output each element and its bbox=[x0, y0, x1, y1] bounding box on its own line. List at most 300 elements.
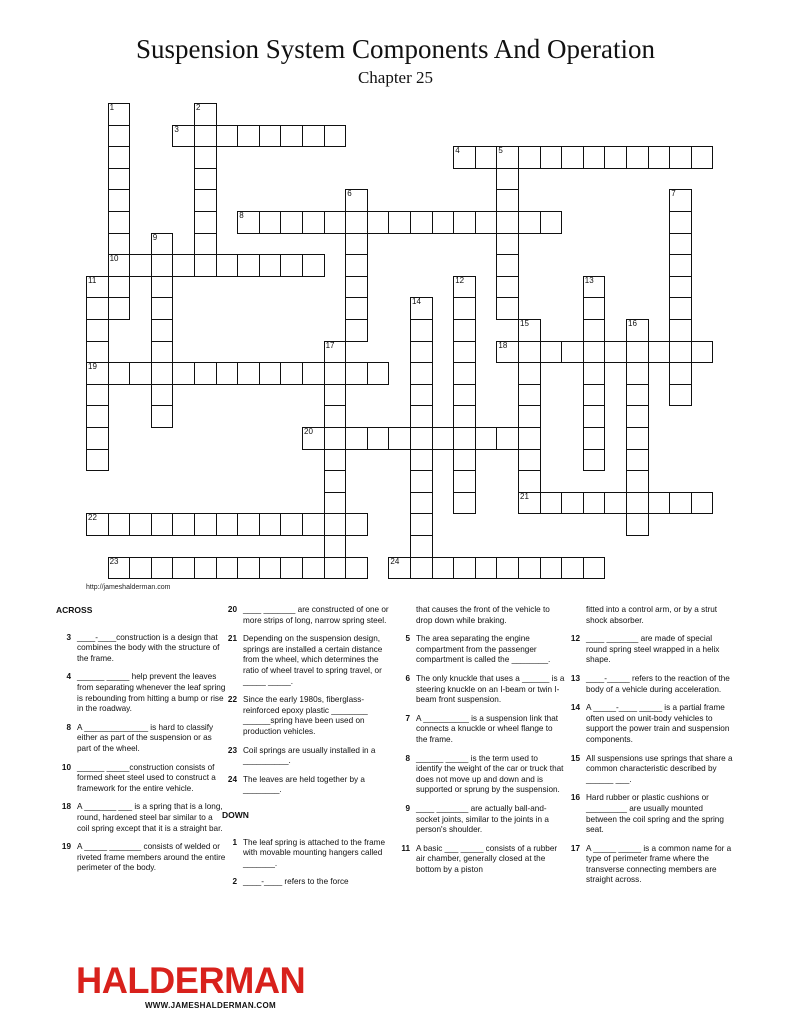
grid-cell[interactable] bbox=[561, 341, 584, 364]
clue-item bbox=[222, 605, 392, 626]
grid-cell[interactable] bbox=[129, 254, 152, 277]
clue-item-number: 12 bbox=[570, 634, 580, 644]
grid-cell[interactable] bbox=[583, 362, 606, 385]
grid-cell[interactable] bbox=[302, 557, 325, 580]
grid-cell[interactable] bbox=[518, 362, 541, 385]
grid-cell[interactable] bbox=[259, 557, 282, 580]
grid-cell[interactable] bbox=[216, 254, 239, 277]
grid-cell[interactable] bbox=[669, 384, 692, 407]
clue-number: 20 bbox=[304, 427, 313, 436]
grid-cell[interactable] bbox=[496, 254, 519, 277]
grid-cell[interactable] bbox=[583, 557, 606, 580]
clue-item-number: 3 bbox=[66, 632, 71, 642]
grid-cell[interactable] bbox=[324, 405, 347, 428]
grid-cell[interactable] bbox=[540, 341, 563, 364]
grid-cell[interactable] bbox=[194, 168, 217, 191]
grid-cell[interactable] bbox=[496, 233, 519, 256]
clue-number: 23 bbox=[109, 556, 119, 566]
clue-item-text: A basic ___ _____ consists of a rubber air chamber, generally closed at the bottom by a piston bbox=[416, 843, 558, 874]
grid-cell[interactable] bbox=[583, 492, 606, 515]
grid-cell[interactable] bbox=[86, 513, 109, 536]
grid-cell[interactable] bbox=[129, 513, 152, 536]
grid-cell[interactable] bbox=[410, 557, 433, 580]
grid-cell[interactable] bbox=[108, 233, 131, 256]
clue-item bbox=[56, 633, 226, 665]
down-clue-list-continued bbox=[395, 605, 565, 875]
clue-column-2 bbox=[222, 605, 392, 896]
page-title: Suspension System Components And Operation bbox=[136, 34, 655, 64]
grid-cell[interactable] bbox=[583, 341, 606, 364]
grid-cell[interactable] bbox=[518, 384, 541, 407]
grid-cell[interactable] bbox=[172, 125, 195, 148]
grid-cell[interactable] bbox=[410, 513, 433, 536]
grid-cell[interactable] bbox=[280, 125, 303, 148]
halderman-logo bbox=[76, 960, 306, 1010]
grid-cell[interactable] bbox=[475, 211, 498, 234]
clue-item-text: A _____-____ _____ is a partial frame often used on unit-body vehicles to support the power train and suspension components. bbox=[586, 703, 730, 744]
grid-cell[interactable] bbox=[108, 189, 131, 212]
grid-cell[interactable] bbox=[410, 319, 433, 342]
grid-cell[interactable] bbox=[669, 254, 692, 277]
grid-cell[interactable] bbox=[151, 319, 174, 342]
grid-cell[interactable] bbox=[151, 341, 174, 364]
clue-number: 10 bbox=[109, 254, 119, 264]
grid-cell[interactable] bbox=[540, 211, 563, 234]
clue-number: 24 bbox=[390, 556, 400, 566]
grid-cell[interactable] bbox=[237, 211, 260, 234]
grid-cell[interactable] bbox=[367, 211, 390, 234]
grid-cell[interactable] bbox=[453, 297, 476, 320]
grid-cell[interactable] bbox=[259, 254, 282, 277]
grid-cell[interactable] bbox=[216, 513, 239, 536]
clue-column-3 bbox=[395, 605, 565, 883]
grid-cell[interactable] bbox=[540, 557, 563, 580]
grid-cell[interactable] bbox=[151, 384, 174, 407]
grid-cell[interactable] bbox=[496, 276, 519, 299]
clue-item bbox=[565, 793, 735, 835]
grid-cell[interactable] bbox=[108, 211, 131, 234]
clue-item bbox=[56, 842, 226, 874]
grid-cell[interactable] bbox=[410, 405, 433, 428]
grid-cell[interactable] bbox=[475, 427, 498, 450]
clue-item bbox=[222, 695, 392, 737]
logo-brand: HALDERMAN bbox=[76, 960, 306, 1001]
grid-cell[interactable] bbox=[691, 341, 714, 364]
grid-cell[interactable] bbox=[496, 146, 519, 169]
grid-cell[interactable] bbox=[669, 492, 692, 515]
grid-cell[interactable] bbox=[518, 319, 541, 342]
grid-cell[interactable] bbox=[410, 492, 433, 515]
grid-cell[interactable] bbox=[626, 513, 649, 536]
clue-item-number: 2 bbox=[232, 877, 237, 887]
clue-item-text: The only knuckle that uses a ______ is a steering knuckle on an I-beam or twin I-beam front suspension. bbox=[416, 673, 565, 705]
clue-item-number: 7 bbox=[405, 713, 410, 723]
clue-item-number: 6 bbox=[405, 673, 410, 683]
clue-item bbox=[56, 672, 226, 714]
grid-cell[interactable] bbox=[626, 470, 649, 493]
grid-cell[interactable] bbox=[648, 146, 671, 169]
grid-cell[interactable] bbox=[518, 427, 541, 450]
grid-cell[interactable] bbox=[259, 513, 282, 536]
grid-cell[interactable] bbox=[518, 449, 541, 472]
grid-cell[interactable] bbox=[626, 492, 649, 515]
grid-cell[interactable] bbox=[324, 535, 347, 558]
grid-cell[interactable] bbox=[453, 405, 476, 428]
grid-cell[interactable] bbox=[151, 362, 174, 385]
grid-cell[interactable] bbox=[194, 362, 217, 385]
clue-item-number: 11 bbox=[401, 843, 410, 853]
page-subtitle: Chapter 25 bbox=[357, 68, 434, 87]
grid-cell[interactable] bbox=[583, 319, 606, 342]
grid-cell[interactable] bbox=[194, 513, 217, 536]
grid-cell[interactable] bbox=[388, 557, 411, 580]
grid-cell[interactable] bbox=[669, 233, 692, 256]
clue-item-number: 15 bbox=[570, 753, 580, 763]
grid-cell[interactable] bbox=[324, 513, 347, 536]
grid-cell[interactable] bbox=[172, 557, 195, 580]
grid-cell[interactable] bbox=[151, 297, 174, 320]
grid-cell[interactable] bbox=[410, 449, 433, 472]
grid-cell[interactable] bbox=[410, 211, 433, 234]
grid-cell[interactable] bbox=[280, 362, 303, 385]
grid-cell[interactable] bbox=[367, 427, 390, 450]
grid-cell[interactable] bbox=[151, 557, 174, 580]
clue-number: 16 bbox=[628, 319, 637, 328]
clue-item-number bbox=[565, 605, 586, 626]
clue-item bbox=[565, 844, 735, 886]
grid-cell[interactable] bbox=[194, 233, 217, 256]
grid-cell[interactable] bbox=[108, 557, 131, 580]
clue-item-text: ____ _______ are constructed of one or more strips of long, narrow spring steel. bbox=[243, 605, 389, 625]
grid-cell[interactable] bbox=[302, 513, 325, 536]
clue-number: 18 bbox=[498, 340, 508, 350]
grid-cell[interactable] bbox=[324, 470, 347, 493]
grid-cell[interactable] bbox=[583, 405, 606, 428]
clue-number: 8 bbox=[239, 211, 244, 220]
grid-cell[interactable] bbox=[583, 427, 606, 450]
grid-cell[interactable] bbox=[151, 513, 174, 536]
grid-cell[interactable] bbox=[345, 362, 368, 385]
clue-item-number: 21 bbox=[227, 634, 237, 644]
grid-cell[interactable] bbox=[194, 125, 217, 148]
grid-cell[interactable] bbox=[86, 449, 109, 472]
logo-url: WWW.JAMESHALDERMAN.COM bbox=[144, 1001, 276, 1010]
clue-item-text: A _______ ___ is a spring that is a long, round, hardened steel bar similar to a coil spring except that it is a straight bar. bbox=[77, 802, 223, 833]
grid-cell[interactable] bbox=[324, 362, 347, 385]
grid-cell[interactable] bbox=[345, 276, 368, 299]
grid-cell[interactable] bbox=[172, 362, 195, 385]
clue-item-number: 16 bbox=[570, 793, 580, 803]
grid-cell[interactable] bbox=[324, 125, 347, 148]
grid-cell[interactable] bbox=[280, 211, 303, 234]
grid-cell[interactable] bbox=[453, 384, 476, 407]
grid-cell[interactable] bbox=[518, 470, 541, 493]
grid-cell[interactable] bbox=[324, 211, 347, 234]
clue-item bbox=[565, 634, 735, 666]
grid-cell[interactable] bbox=[518, 405, 541, 428]
grid-cell[interactable] bbox=[237, 557, 260, 580]
grid-cell[interactable] bbox=[583, 276, 606, 299]
grid-cell[interactable] bbox=[129, 557, 152, 580]
clue-number: 2 bbox=[196, 103, 201, 112]
across-clue-list-continued bbox=[222, 605, 392, 796]
clue-item-number: 20 bbox=[227, 605, 237, 614]
clue-item-text: ____ _______ are made of special round spring steel wrapped in a helix shape. bbox=[586, 634, 720, 665]
clue-number: 12 bbox=[455, 275, 465, 285]
grid-cell[interactable] bbox=[151, 254, 174, 277]
clue-number: 6 bbox=[347, 189, 352, 199]
grid-cell[interactable] bbox=[518, 341, 541, 364]
grid-cell[interactable] bbox=[86, 405, 109, 428]
grid-cell[interactable] bbox=[86, 341, 109, 364]
grid-cell[interactable] bbox=[345, 211, 368, 234]
grid-cell[interactable] bbox=[302, 254, 325, 277]
grid-cell[interactable] bbox=[453, 470, 476, 493]
grid-cell[interactable] bbox=[108, 362, 131, 385]
grid-cell[interactable] bbox=[583, 146, 606, 169]
grid-cell[interactable] bbox=[518, 557, 541, 580]
grid-cell[interactable] bbox=[345, 254, 368, 277]
grid-cell[interactable] bbox=[626, 427, 649, 450]
grid-cell[interactable] bbox=[410, 297, 433, 320]
grid-cell[interactable] bbox=[129, 362, 152, 385]
clue-item-text: that causes the front of the vehicle to drop down while braking. bbox=[416, 605, 550, 625]
grid-cell[interactable] bbox=[86, 319, 109, 342]
grid-cell[interactable] bbox=[151, 405, 174, 428]
grid-cell[interactable] bbox=[604, 146, 627, 169]
clue-item-number bbox=[395, 605, 416, 626]
grid-cell[interactable] bbox=[626, 449, 649, 472]
grid-cell[interactable] bbox=[86, 427, 109, 450]
grid-cell[interactable] bbox=[453, 449, 476, 472]
clue-item bbox=[56, 723, 226, 755]
grid-cell[interactable] bbox=[410, 535, 433, 558]
grid-cell[interactable] bbox=[259, 125, 282, 148]
grid-cell[interactable] bbox=[324, 449, 347, 472]
clue-item bbox=[565, 674, 735, 695]
grid-cell[interactable] bbox=[669, 211, 692, 234]
grid-cell[interactable] bbox=[302, 362, 325, 385]
grid-cell[interactable] bbox=[496, 427, 519, 450]
grid-cell[interactable] bbox=[583, 449, 606, 472]
grid-cell[interactable] bbox=[388, 427, 411, 450]
grid-cell[interactable] bbox=[86, 276, 109, 299]
clue-number: 22 bbox=[88, 513, 97, 523]
clue-item-number: 8 bbox=[405, 753, 410, 763]
grid-cell[interactable] bbox=[561, 146, 584, 169]
grid-cell[interactable] bbox=[475, 146, 498, 169]
grid-cell[interactable] bbox=[583, 384, 606, 407]
grid-cell[interactable] bbox=[367, 362, 390, 385]
grid-cell[interactable] bbox=[345, 319, 368, 342]
grid-cell[interactable] bbox=[669, 146, 692, 169]
grid-cell[interactable] bbox=[410, 427, 433, 450]
grid-cell[interactable] bbox=[302, 211, 325, 234]
grid-cell[interactable] bbox=[86, 384, 109, 407]
grid-cell[interactable] bbox=[108, 168, 131, 191]
down-clue-list-end bbox=[565, 605, 735, 886]
grid-cell[interactable] bbox=[626, 319, 649, 342]
clue-item-text: The area separating the engine compartment from the passenger compartment is called the ________. bbox=[416, 634, 551, 665]
grid-cell[interactable] bbox=[518, 211, 541, 234]
grid-cell[interactable] bbox=[669, 362, 692, 385]
clue-item-text: ____ _______ are actually ball-and-socket joints, similar to the joints in a person's shoulder. bbox=[416, 803, 549, 835]
grid-cell[interactable] bbox=[626, 341, 649, 364]
grid-cell[interactable] bbox=[496, 211, 519, 234]
grid-cell[interactable] bbox=[410, 470, 433, 493]
grid-cell[interactable] bbox=[453, 276, 476, 299]
grid-cell[interactable] bbox=[453, 341, 476, 364]
grid-cell[interactable] bbox=[432, 427, 455, 450]
grid-cell[interactable] bbox=[540, 146, 563, 169]
clue-number: 11 bbox=[88, 275, 97, 285]
clue-number: 19 bbox=[88, 362, 97, 372]
grid-cell[interactable] bbox=[669, 319, 692, 342]
grid-cell[interactable] bbox=[237, 254, 260, 277]
clue-item-number: 18 bbox=[61, 802, 71, 812]
clue-item bbox=[222, 838, 392, 870]
grid-cell[interactable] bbox=[194, 103, 217, 126]
clue-item-text: Depending on the suspension design, springs are installed a certain distance from the wheel, which determines the ratio of wheel travel to spring travel, or _____ _____. bbox=[243, 634, 383, 686]
grid-cell[interactable] bbox=[496, 168, 519, 191]
grid-cell[interactable] bbox=[626, 146, 649, 169]
grid-cell[interactable] bbox=[691, 146, 714, 169]
grid-cell[interactable] bbox=[108, 297, 131, 320]
clue-item-number: 17 bbox=[570, 843, 580, 853]
grid-cell[interactable] bbox=[648, 492, 671, 515]
grid-cell[interactable] bbox=[151, 276, 174, 299]
grid-cell[interactable] bbox=[496, 557, 519, 580]
grid-cell[interactable] bbox=[324, 557, 347, 580]
clue-item-text: A ______________ is hard to classify either as part of the suspension or as part of the wheel. bbox=[77, 722, 214, 753]
grid-cell[interactable] bbox=[108, 125, 131, 148]
grid-cell[interactable] bbox=[453, 557, 476, 580]
grid-cell[interactable] bbox=[86, 362, 109, 385]
grid-cell[interactable] bbox=[561, 557, 584, 580]
grid-cell[interactable] bbox=[453, 362, 476, 385]
grid-cell[interactable] bbox=[108, 254, 131, 277]
grid-cell[interactable] bbox=[280, 557, 303, 580]
grid-cell[interactable] bbox=[86, 297, 109, 320]
grid-cell[interactable] bbox=[345, 513, 368, 536]
clue-number: 21 bbox=[520, 491, 529, 501]
grid-cell[interactable] bbox=[216, 557, 239, 580]
grid-cell[interactable] bbox=[453, 146, 476, 169]
clue-item-text: A __________ is a suspension link that connects a knuckle or wheel flange to the frame. bbox=[416, 713, 559, 744]
clue-item-text: Hard rubber or plastic cushions or _________ are usually mounted between the coil spring and the spring seat. bbox=[586, 793, 724, 835]
grid-cell[interactable] bbox=[453, 319, 476, 342]
grid-cell[interactable] bbox=[345, 297, 368, 320]
grid-cell[interactable] bbox=[345, 189, 368, 212]
clue-item-number: 14 bbox=[570, 703, 580, 713]
grid-cell[interactable] bbox=[432, 211, 455, 234]
grid-cell[interactable] bbox=[669, 189, 692, 212]
grid-cell[interactable] bbox=[194, 557, 217, 580]
grid-cell[interactable] bbox=[453, 211, 476, 234]
grid-cell[interactable] bbox=[626, 384, 649, 407]
grid-cell[interactable] bbox=[324, 341, 347, 364]
clue-number: 14 bbox=[412, 297, 421, 307]
grid-cell[interactable] bbox=[194, 146, 217, 169]
grid-cell[interactable] bbox=[237, 362, 260, 385]
grid-cell[interactable] bbox=[604, 492, 627, 515]
grid-cell[interactable] bbox=[518, 492, 541, 515]
grid-cell[interactable] bbox=[259, 211, 282, 234]
grid-cell[interactable] bbox=[496, 297, 519, 320]
grid-cell[interactable] bbox=[669, 297, 692, 320]
grid-cell[interactable] bbox=[496, 189, 519, 212]
grid-cell[interactable] bbox=[345, 427, 368, 450]
grid-cell[interactable] bbox=[410, 362, 433, 385]
grid-cell[interactable] bbox=[194, 254, 217, 277]
grid-cell[interactable] bbox=[302, 125, 325, 148]
grid-cell[interactable] bbox=[237, 125, 260, 148]
grid-cell[interactable] bbox=[194, 189, 217, 212]
grid-cell[interactable] bbox=[410, 384, 433, 407]
grid-cell[interactable] bbox=[237, 513, 260, 536]
grid-cell[interactable] bbox=[691, 492, 714, 515]
grid-cell[interactable] bbox=[453, 427, 476, 450]
grid-cell[interactable] bbox=[194, 211, 217, 234]
grid-cell[interactable] bbox=[216, 362, 239, 385]
grid-cell[interactable] bbox=[172, 254, 195, 277]
grid-cell[interactable] bbox=[108, 103, 131, 126]
grid-cell[interactable] bbox=[540, 492, 563, 515]
grid-cell[interactable] bbox=[648, 341, 671, 364]
grid-cell[interactable] bbox=[216, 125, 239, 148]
clue-item bbox=[222, 775, 392, 796]
grid-cell[interactable] bbox=[172, 513, 195, 536]
grid-cell[interactable] bbox=[604, 341, 627, 364]
grid-cell[interactable] bbox=[475, 557, 498, 580]
clue-item-text: ____-____construction is a design that combines the body with the structure of the frame. bbox=[77, 632, 220, 663]
grid-cell[interactable] bbox=[496, 341, 519, 364]
grid-cell[interactable] bbox=[518, 146, 541, 169]
grid-cell[interactable] bbox=[345, 233, 368, 256]
grid-cell[interactable] bbox=[324, 384, 347, 407]
clue-item-text: fitted into a control arm, or by a strut shock absorber. bbox=[586, 605, 718, 625]
grid-cell[interactable] bbox=[583, 297, 606, 320]
grid-cell[interactable] bbox=[302, 427, 325, 450]
grid-cell[interactable] bbox=[324, 492, 347, 515]
grid-cell[interactable] bbox=[151, 233, 174, 256]
clue-item-number: 19 bbox=[61, 842, 71, 852]
grid-cell[interactable] bbox=[626, 362, 649, 385]
clue-number: 5 bbox=[498, 146, 503, 156]
grid-cell[interactable] bbox=[453, 492, 476, 515]
grid-cell[interactable] bbox=[259, 362, 282, 385]
grid-cell[interactable] bbox=[345, 557, 368, 580]
grid-cell[interactable] bbox=[280, 254, 303, 277]
grid-cell[interactable] bbox=[108, 276, 131, 299]
clue-number: 9 bbox=[152, 232, 158, 242]
grid-cell[interactable] bbox=[280, 513, 303, 536]
clue-item-text: Coil springs are usually installed in a __________. bbox=[243, 745, 376, 766]
across-clue-list bbox=[56, 633, 226, 874]
grid-cell[interactable] bbox=[561, 492, 584, 515]
grid-cell[interactable] bbox=[669, 341, 692, 364]
grid-cell[interactable] bbox=[108, 513, 131, 536]
grid-cell[interactable] bbox=[626, 405, 649, 428]
clue-item-text: ______ _____construction consists of formed sheet steel used to construct a framework for the entire vehicle. bbox=[77, 762, 216, 793]
grid-cell[interactable] bbox=[388, 211, 411, 234]
clue-number: 1 bbox=[109, 103, 115, 112]
grid-cell[interactable] bbox=[410, 341, 433, 364]
grid-cell[interactable] bbox=[669, 276, 692, 299]
grid-cell[interactable] bbox=[324, 427, 347, 450]
grid-cell[interactable] bbox=[432, 557, 455, 580]
grid-cell[interactable] bbox=[108, 146, 131, 169]
